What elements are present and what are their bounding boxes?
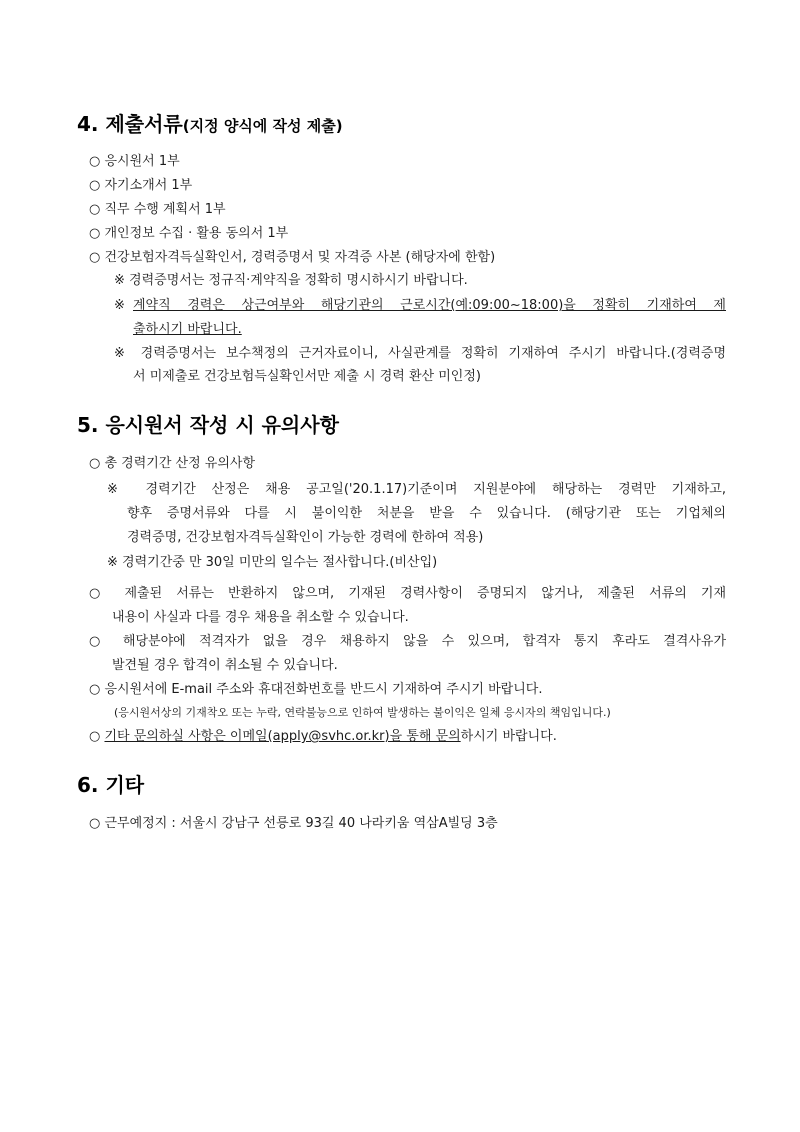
section-4-title: 4. 제출서류(지정 양식에 작성 제출) [77, 112, 343, 136]
list-item-disqualify-line2: 발견될 경우 합격이 취소될 수 있습니다. [112, 658, 338, 673]
list-item-career-period: ○ 총 경력기간 산정 유의사항 [89, 456, 256, 471]
list-item-inquiry: ○ 기타 문의하실 사항은 이메일(apply@svhc.or.kr)을 통해 문의하시기 바랍니다. [89, 729, 557, 744]
section-4-subtitle: (지정 양식에 작성 제출) [182, 117, 343, 135]
note-career-line2: 향후 증명서류와 다를 시 불이익한 처분을 받을 수 있습니다. (해당기관 또는 기업체의 [127, 506, 726, 521]
note-contract-line1: 계약직 경력은 상근여부와 해당기관의 근로시간(예:09:00~18:00)을 정확히 기재하여 제 [133, 298, 726, 313]
list-item-job-plan: ○ 직무 수행 계획서 1부 [89, 202, 226, 217]
note-contract-mark: ※ [114, 298, 125, 313]
list-item-insurance-certificate: ○ 건강보험자격득실확인서, 경력증명서 및 자격증 사본 (해당자에 한함) [89, 250, 496, 265]
note-career-line1: ※ 경력기간 산정은 채용 공고일('20.1.17)기준이며 지원분야에 해당하는 경력만 기재하고, [107, 482, 726, 497]
section-6-title: 6. 기타 [77, 773, 145, 797]
list-item-contact-info: ○ 응시원서에 E-mail 주소와 휴대전화번호를 반드시 기재하여 주시기 바랍니다. [89, 682, 543, 697]
note-applicant-responsibility: (응시원서상의 기재착오 또는 누락, 연락불능으로 인하여 발생하는 불이익은 일체 응시자의 책임입니다.) [114, 706, 611, 719]
note-contract-line2: 출하시기 바랍니다. [133, 322, 242, 337]
section-5-title: 5. 응시원서 작성 시 유의사항 [77, 413, 339, 437]
list-item-work-location: ○ 근무예정지 : 서울시 강남구 선릉로 93길 40 나라키움 역삼A빌딩 3층 [89, 816, 498, 831]
list-item-documents-line1: ○ 제출된 서류는 반환하지 않으며, 기재된 경력사항이 증명되지 않거나, 제출된 서류의 기재 [89, 586, 726, 601]
list-item-documents-line2: 내용이 사실과 다를 경우 채용을 취소할 수 있습니다. [112, 610, 409, 625]
note-employment-type: ※ 경력증명서는 정규직·계약직을 정확히 명시하시기 바랍니다. [114, 273, 468, 288]
note-salary-line2: 서 미제출로 건강보험득실확인서만 제출 시 경력 환산 미인정) [133, 369, 481, 384]
list-item-disqualify-line1: ○ 해당분야에 적격자가 없을 경우 채용하지 않을 수 있으며, 합격자 통지 후라도 결격사유가 [89, 634, 726, 649]
list-item-self-intro: ○ 자기소개서 1부 [89, 178, 193, 193]
inquiry-email-text: 기타 문의하실 사항은 이메일(apply@svhc.or.kr)을 통해 문의 [104, 729, 461, 744]
note-salary-line1: ※ 경력증명서는 보수책정의 근거자료이니, 사실관계를 정확히 기재하여 주시기 바랍니다.(경력증명 [114, 346, 726, 361]
note-career-line3: 경력증명, 건강보험자격득실확인이 가능한 경력에 한하여 적용) [127, 530, 484, 545]
list-item-privacy-consent: ○ 개인정보 수집 · 활용 동의서 1부 [89, 226, 289, 241]
list-item-application: ○ 응시원서 1부 [89, 154, 180, 169]
note-days-truncation: ※ 경력기간중 만 30일 미만의 일수는 절사합니다.(비산입) [107, 555, 438, 570]
